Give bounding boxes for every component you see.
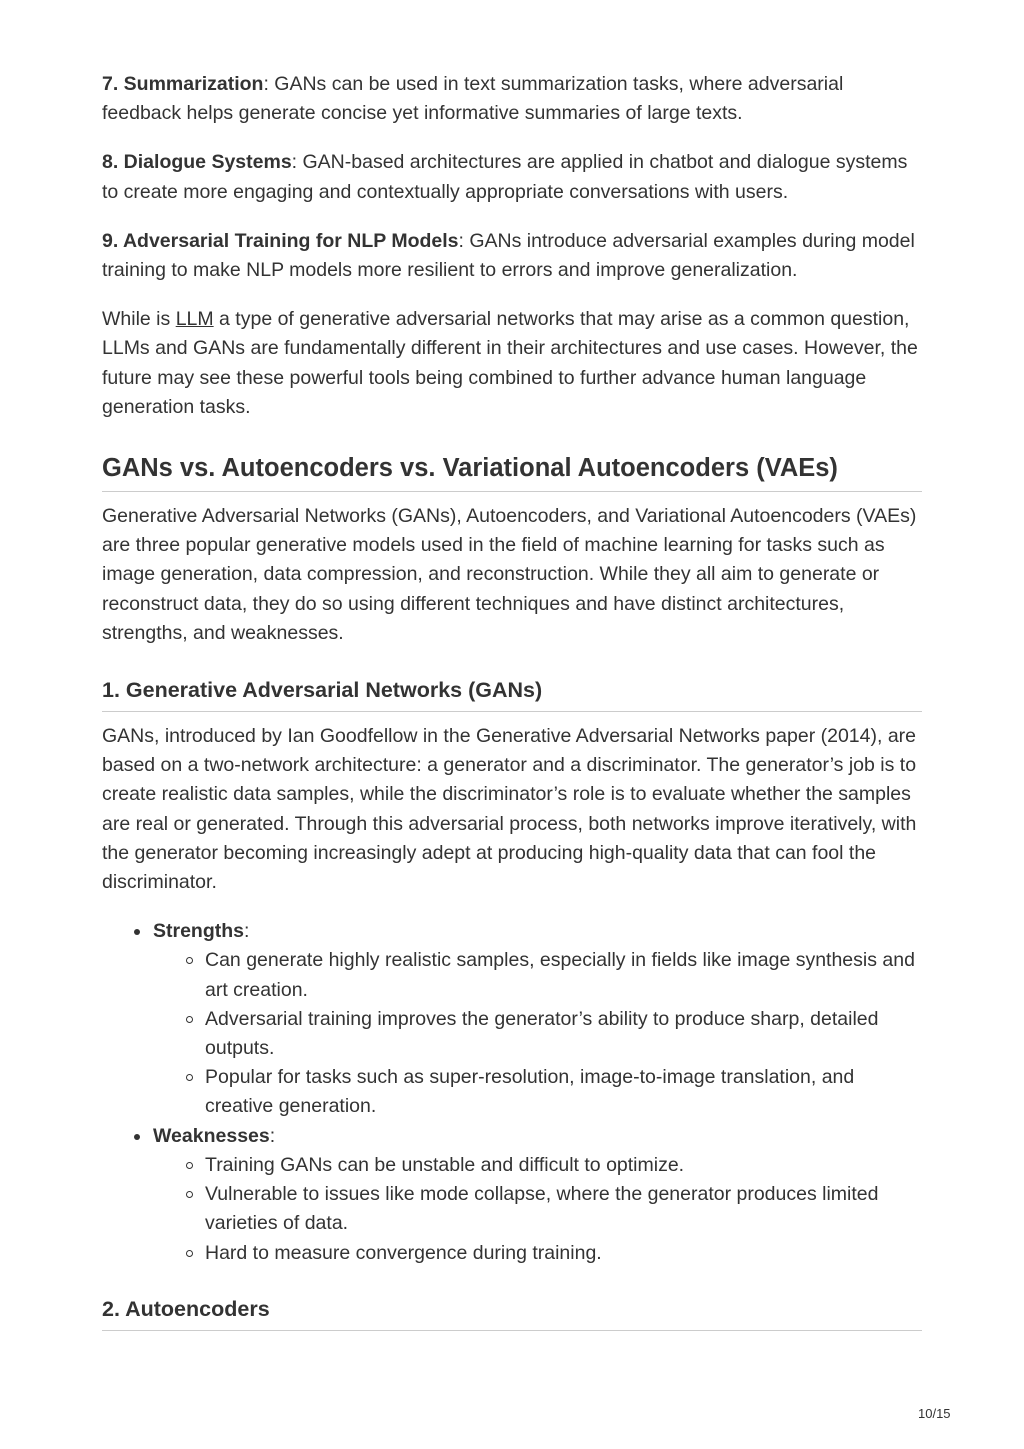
list-item bbox=[205, 1239, 922, 1268]
weakness-text: Training GANs can be unstable and difficult to optimize. bbox=[205, 1153, 685, 1176]
llm-link[interactable]: LLM bbox=[175, 308, 214, 331]
document-content bbox=[102, 70, 922, 1331]
bullet-circle-icon bbox=[186, 957, 193, 964]
bullet-circle-icon bbox=[186, 1250, 193, 1257]
bullet-disc-icon bbox=[134, 1134, 140, 1140]
autoencoders-heading: 2. Autoencoders bbox=[102, 1294, 922, 1331]
list-item bbox=[205, 1151, 922, 1180]
llm-text-before: While is bbox=[102, 308, 176, 331]
section-heading: GANs vs. Autoencoders vs. Variational Autoencoders (VAEs) bbox=[102, 451, 922, 492]
weakness-text: Vulnerable to issues like mode collapse, where the generator produces limited varieties of data. bbox=[205, 1183, 879, 1235]
list-item bbox=[205, 1005, 922, 1063]
gans-list bbox=[102, 917, 922, 1267]
list-item bbox=[205, 1180, 922, 1238]
item-title: 7. Summarization bbox=[102, 73, 264, 95]
bullet-circle-icon bbox=[186, 1016, 193, 1023]
strength-text: Popular for tasks such as super-resolution, image-to-image translation, and creative generation. bbox=[205, 1066, 855, 1118]
weaknesses-item bbox=[153, 1122, 922, 1268]
colon: : bbox=[269, 1124, 276, 1147]
weakness-text: Hard to measure convergence during training. bbox=[205, 1241, 602, 1264]
list-item-adversarial-training bbox=[102, 227, 922, 285]
llm-paragraph bbox=[102, 305, 922, 422]
list-item-dialogue-systems bbox=[102, 148, 922, 206]
llm-text-after: a type of generative adversarial networks that may arise as a common question, LLMs and GANs are fundamentally different in their architectures and use cases. However, the future may see these powerful tools being combined to further advance human language generation tasks. bbox=[102, 308, 918, 418]
gans-heading: 1. Generative Adversarial Networks (GANs) bbox=[102, 675, 922, 712]
strengths-item bbox=[153, 917, 922, 1121]
gans-paragraph: GANs, introduced by Ian Goodfellow in the Generative Adversarial Networks paper (2014), are based on a two-network architecture: a generator and a discriminator. The generator’s job is to create realistic data samples, while the discriminator’s role is to evaluate whether the samples are real or generated. Through this adversarial process, both networks improve iteratively, with the generator becoming increasingly adept at producing high-quality data that can fool the discriminator. bbox=[102, 725, 917, 894]
autoencoders-subsection bbox=[102, 1294, 922, 1331]
section-intro: Generative Adversarial Networks (GANs), Autoencoders, and Variational Autoencoders (VAEs) are three popular generative models used in the field of machine learning for tasks such as image generation, data compression, and reconstruction. While they all aim to generate or reconstruct data, they do so using different techniques and have distinct architectures, strengths, and weaknesses. bbox=[102, 505, 917, 644]
strength-text: Can generate highly realistic samples, especially in fields like image synthesis and art creation. bbox=[205, 949, 915, 1001]
strengths-label: Strengths bbox=[153, 920, 245, 943]
list-item bbox=[205, 946, 922, 1004]
list-item-summarization bbox=[102, 70, 922, 128]
strength-text: Adversarial training improves the generator’s ability to produce sharp, detailed outputs. bbox=[205, 1007, 879, 1060]
strengths-list bbox=[153, 946, 922, 1121]
gans-subsection bbox=[102, 675, 922, 1268]
item-title: 9. Adversarial Training for NLP Models bbox=[102, 229, 459, 252]
bullet-circle-icon bbox=[186, 1191, 193, 1198]
item-text: : GAN-based architectures are applied in chatbot and dialogue systems to create more engaging and contextually appropriate conversations with users. bbox=[102, 151, 908, 203]
page-number: 10/15 bbox=[918, 1406, 951, 1421]
weaknesses-label: Weaknesses bbox=[153, 1124, 270, 1147]
list-item bbox=[205, 1063, 922, 1121]
weaknesses-list bbox=[153, 1151, 922, 1268]
item-title: 8. Dialogue Systems bbox=[102, 151, 292, 174]
colon: : bbox=[244, 920, 250, 943]
bullet-disc-icon bbox=[134, 929, 140, 935]
bullet-circle-icon bbox=[186, 1074, 193, 1081]
item-text: : GANs can be used in text summarization tasks, where adversarial feedback helps generate concise yet informative summaries of large texts. bbox=[102, 73, 844, 125]
bullet-circle-icon bbox=[186, 1162, 193, 1169]
item-text: : GANs introduce adversarial examples during model training to make NLP models more resilient to errors and improve generalization. bbox=[102, 229, 915, 282]
